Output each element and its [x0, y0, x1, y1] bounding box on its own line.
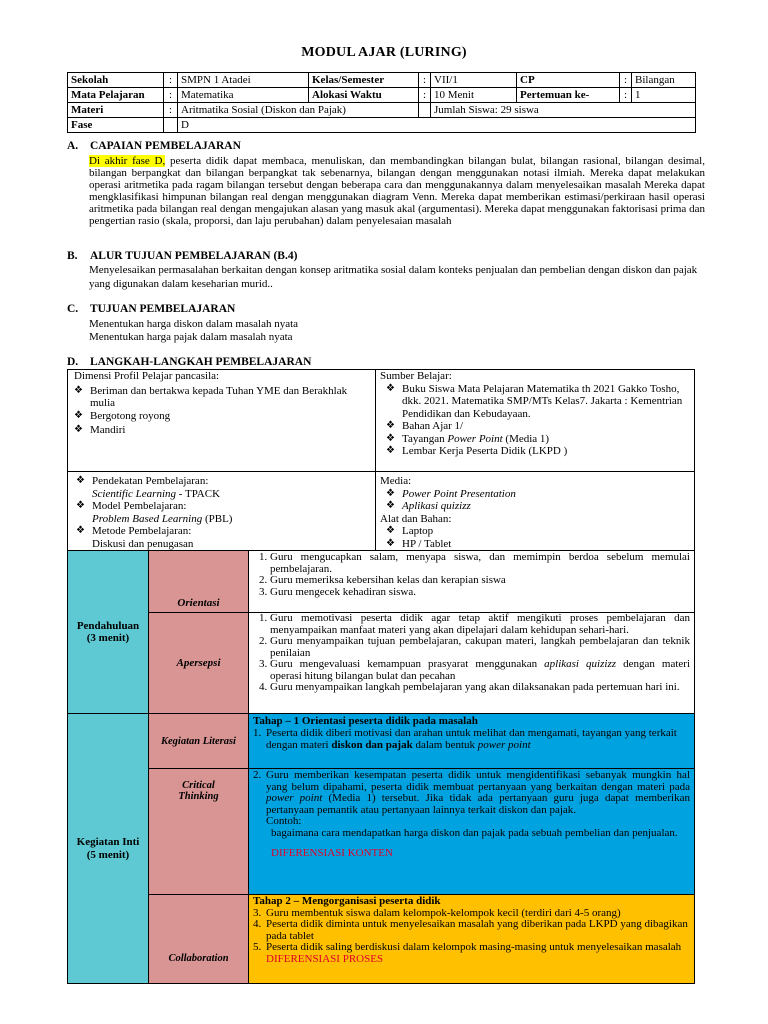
info-value: Matematika	[178, 88, 309, 103]
critical-thinking-content: 2. Guru memberikan kesempatan peserta didik untuk mengidentifikasi sebanyak mungkin hal yang belum dipahami, peserta didik membuat pertanyaan yang berkaitan dengan materi pada power point (Media 1) tersebut. Jika tidak ada pertanyaan guru juga dapat memberikan pertanyaan pemantik atau pertanyaan lainnya terkait diskon dan pajak. Contoh: bagaimana cara mendapatkan harga diskon dan pajak pada sebuah pembelian dan penjualan. DIFERENSIASI KONTEN	[248, 768, 695, 895]
info-label: Mata Pelajaran	[68, 88, 164, 103]
list-item: ❖ Laptop	[386, 525, 434, 537]
info-label: CP	[517, 73, 620, 88]
info-value: 1	[632, 88, 696, 103]
document-title: MODUL AJAR (LURING)	[301, 45, 467, 60]
list-item: ❖ Buku Siswa Mata Pelajaran Matematika th 2021 Gakko Tosho, dkk. 2021. Matematika SMP/MTs Kelas7. Jakarta : Kementrian Pendidikan dan Kebudayaan.	[386, 382, 683, 420]
list-item: 3. Guru membentuk siswa dalam kelompok-kelompok kecil (terdiri dari 4-5 orang)	[253, 906, 621, 919]
critical-thinking-label: Critical Thinking	[148, 768, 249, 895]
info-label: Alokasi Waktu	[309, 88, 419, 103]
list-item: 4. Peserta didik diminta untuk menyelesaikan masalah yang diberikan pada LKPD yang dibagikan pada tablet	[253, 918, 688, 942]
list-item: ❖ Metode Pembelajaran: Diskusi dan penugasan	[76, 525, 194, 550]
info-row: Mata Pelajaran : Matematika Alokasi Waktu : 10 Menit Pertemuan ke- : 1	[68, 88, 696, 103]
diamond-bullet-icon: ❖	[74, 424, 83, 435]
section-a-heading: A. CAPAIAN PEMBELAJARAN	[67, 140, 241, 152]
list-item: ❖ Tayangan Power Point (Media 1)	[386, 432, 550, 445]
orientasi-content	[248, 550, 695, 613]
info-value: 10 Menit	[431, 88, 517, 103]
info-label: Pertemuan ke-	[517, 88, 620, 103]
info-label: Materi	[68, 103, 164, 118]
info-row	[68, 118, 696, 133]
list-item: ❖ Mandiri	[74, 424, 126, 436]
list-item: ❖ Lembar Kerja Peserta Didik (LKPD )	[386, 445, 568, 457]
list-item: 3. Guru mengevaluasi kemampuan prasyarat menggunakan aplikasi quizizz dengan materi operasi hitung bilangan bulat dan pecahan	[270, 659, 690, 682]
diamond-bullet-icon: ❖	[76, 475, 85, 486]
tahap-2-title: Tahap 2 – Mengorganisasi peserta didik	[253, 895, 441, 907]
list-item: 4. Guru menyampaikan langkah pembelajaran yang akan dilaksanakan pada pertemuan hari ini.	[270, 682, 690, 694]
list-item: ❖ Pendekatan Pembelajaran: Scientific Learning - TPACK	[76, 475, 221, 500]
diamond-bullet-icon: ❖	[74, 384, 83, 396]
apersepsi-label: Apersepsi	[148, 612, 249, 714]
diamond-bullet-icon: ❖	[386, 500, 395, 511]
list-item: 5. Peserta didik saling berdiskusi dalam kelompok masing-masing untuk menyelesaikan masalah	[253, 941, 682, 953]
section-a-text: Di akhir fase D, peserta didik dapat membaca, menuliskan, dan membandingkan bilangan bulat, bilangan rasional, bilangan desimal, bilangan berpangkat dan bilangan berpangkat tak sebenarnya, bilangan dengan menggunakan notasi ilmiah. Mereka dapat melakukan operasi aritmetika pada ragam bilangan tersebut dengan beberapa cara dan menggunakannya dalam menyelesaikan masalah Mereka dapat mengklasifikasi himpunan bilangan real dengan menggunakan diagram Venn. Mereka dapat memberikan estimasi/perkiraan hasil operasi aritmetika pada bilangan real dengan mengajukan alasan yang masuk akal (argumentasi). Mereka dapat menggunakan faktorisasi prima dan pengertian rasio (skala, proporsi, dan laju perubahan) dalam penyelesaian masalah	[89, 155, 705, 227]
section-b-text: Menyelesaikan permasalahan berkaitan dengan konsep aritmatika sosial dalam konteks penjualan dan pembelian dengan diskon dan pajak yang digunakan dalam keseharian murid..	[89, 264, 698, 290]
info-value: SMPN 1 Atadei	[178, 73, 309, 88]
info-label: Kelas/Semester	[309, 73, 419, 88]
highlight-text: Di akhir fase D,	[89, 155, 166, 167]
list-item: ❖ Beriman dan bertakwa kepada Tuhan YME dan Berakhlak mulia	[74, 384, 348, 409]
diferensiasi-konten-tag: DIFERENSIASI KONTEN	[271, 847, 393, 859]
list-item: 2. Guru menyampaikan tujuan pembelajaran, cakupan materi, langkah pembelajaran dan teknik penilaian	[270, 636, 690, 659]
diamond-bullet-icon: ❖	[386, 525, 395, 536]
pendahuluan-label: Pendahuluan (3 menit)	[67, 550, 149, 714]
list-item: ❖ Bergotong royong	[74, 409, 171, 422]
section-c-text: Menentukan harga diskon dalam masalah nyata Menentukan harga pajak dalam masalah nyata	[89, 318, 299, 343]
section-c-heading: C. TUJUAN PEMBELAJARAN	[67, 303, 236, 315]
section-b-heading: B. ALUR TUJUAN PEMBELAJARAN (B.4)	[67, 250, 298, 262]
diamond-bullet-icon: ❖	[386, 487, 395, 499]
metode-box	[67, 471, 376, 551]
list-item: ❖ Bahan Ajar 1/	[386, 420, 464, 432]
list-item: 1. Peserta didik diberi motivasi dan arahan untuk melihat dan mengamati, tayangan yang terkait dengan materi diskon dan pajak dalam bentuk power point	[253, 727, 677, 751]
tahap-1-title: Tahap – 1 Orientasi peserta didik pada masalah	[253, 715, 478, 727]
info-value: Jumlah Siswa: 29 siswa	[431, 103, 696, 118]
info-row: Sekolah : SMPN 1 Atadei Kelas/Semester : VII/1 CP : Bilangan	[68, 73, 696, 88]
list-item: ❖ HP / Tablet	[386, 537, 452, 550]
diamond-bullet-icon: ❖	[386, 382, 395, 394]
info-table	[67, 72, 696, 133]
collaboration-label: Collaboration	[148, 894, 249, 984]
diamond-bullet-icon: ❖	[76, 500, 85, 511]
list-item: 1. Guru mengucapkan salam, menyapa siswa, dan memimpin berdoa sebelum memulai pembelajaran.	[270, 552, 690, 575]
info-label: Fase	[68, 118, 164, 133]
tahap-1-content	[248, 713, 695, 769]
sumber-belajar-box: Sumber Belajar: ❖ Buku Siswa Mata Pelajaran Matematika th 2021 Gakko Tosho, dkk. 2021. Matematika SMP/MTs Kelas7. Jakarta : Kementrian Pendidikan dan Kebudayaan. ❖ Bahan Ajar 1/ ❖ Tayangan Power Point (Media 1) ❖ Lembar Kerja Peserta Didik (LKPD )	[375, 369, 695, 472]
info-value: VII/1	[431, 73, 517, 88]
list-item: ❖ Model Pembelajaran: Problem Based Learning (PBL)	[76, 500, 233, 525]
kegiatan-inti-label: Kegiatan Inti (5 menit)	[67, 713, 149, 984]
list-item: 2. Guru memeriksa kebersihan kelas dan kerapian siswa	[270, 575, 690, 587]
list-item: 2. Guru memberikan kesempatan peserta didik untuk mengidentifikasi sebanyak mungkin hal yang belum dipahami, peserta didik membuat pertanyaan yang berkaitan dengan materi pada power point (Media 1) tersebut. Jika tidak ada pertanyaan guru juga dapat memberikan pertanyaan pemantik atau pertanyaan lainnya terkait diskon dan pajak.	[253, 769, 690, 816]
orientasi-label: Orientasi	[148, 550, 249, 613]
literasi-label: Kegiatan Literasi	[148, 713, 249, 769]
info-value: Aritmatika Sosial (Diskon dan Pajak)	[178, 103, 419, 118]
section-d-heading: D. LANGKAH-LANGKAH PEMBELAJARAN	[67, 356, 312, 368]
diferensiasi-proses-tag: DIFERENSIASI PROSES	[266, 952, 384, 965]
apersepsi-content	[248, 612, 695, 714]
diamond-bullet-icon: ❖	[76, 525, 85, 536]
info-value: D	[178, 118, 696, 133]
diamond-bullet-icon: ❖	[386, 537, 395, 549]
list-item: 1. Guru memotivasi peserta didik agar tetap aktif mengikuti proses pembelajaran dan menyampaikan manfaat materi yang akan dipelajari dalam kehidupan sehari-hari.	[270, 613, 690, 636]
list-item: ❖ Power Point Presentation	[386, 487, 516, 500]
tahap-2-content	[248, 894, 695, 984]
info-row: Materi : Aritmatika Sosial (Diskon dan Pajak) Jumlah Siswa: 29 siswa	[68, 103, 696, 118]
diamond-bullet-icon: ❖	[386, 432, 395, 444]
diamond-bullet-icon: ❖	[386, 445, 395, 456]
media-box: Media: ❖ Power Point Presentation ❖ Aplikasi quizizz Alat dan Bahan: ❖ Laptop ❖ HP / Tablet	[375, 471, 695, 551]
info-label: Sekolah	[68, 73, 164, 88]
info-value: Bilangan	[632, 73, 696, 88]
list-item: 3. Guru mengecek kehadiran siswa.	[270, 587, 690, 599]
profil-pelajar-box: Dimensi Profil Pelajar pancasila: ❖ Beriman dan bertakwa kepada Tuhan YME dan Berakhlak mulia ❖ Bergotong royong ❖ Mandiri	[67, 369, 376, 472]
diamond-bullet-icon: ❖	[386, 420, 395, 431]
diamond-bullet-icon: ❖	[74, 409, 83, 421]
list-item: ❖ Aplikasi quizizz	[386, 500, 471, 512]
